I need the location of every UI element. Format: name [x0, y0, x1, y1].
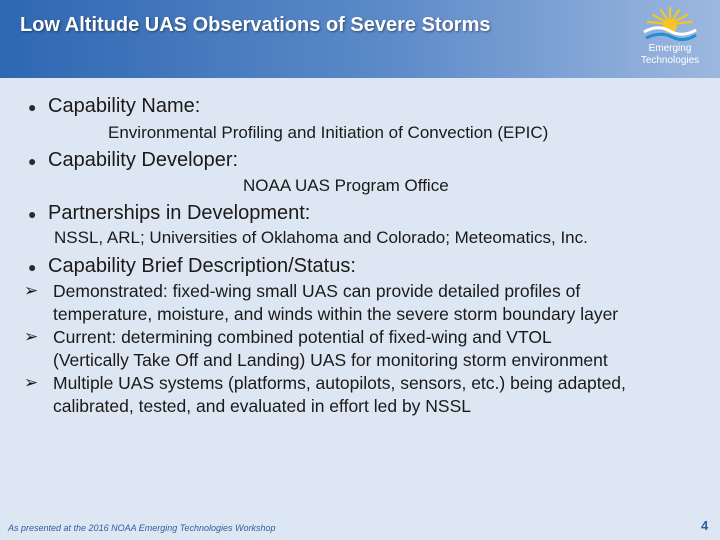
bullet-dot-icon: ● [28, 206, 37, 222]
logo-text-line-2: Technologies [640, 55, 700, 66]
bullet-multiple-systems [53, 372, 626, 418]
capability-developer-value: NOAA UAS Program Office [243, 176, 449, 195]
arrowhead-right-icon: ➢ [24, 373, 39, 392]
bullet-demonstrated [53, 280, 618, 326]
partnerships-heading: Partnerships in Development: [48, 202, 311, 224]
bullet-line: temperature, moisture, and winds within the severe storm boundary layer [53, 304, 619, 324]
capability-name-value: Environmental Profiling and Initiation of Convection (EPIC) [108, 123, 549, 142]
arrowhead-right-icon: ➢ [24, 327, 39, 346]
logo-text-line-1: Emerging [648, 43, 692, 54]
bullet-line: (Vertically Take Off and Landing) UAS for monitoring storm environment [53, 350, 608, 370]
emerging-technologies-logo [628, 4, 712, 70]
bullet-dot-icon: ● [28, 99, 37, 115]
arrowhead-right-icon: ➢ [24, 281, 39, 300]
bullet-dot-icon: ● [28, 153, 37, 169]
logo-text [628, 43, 712, 67]
bullet-line: Current: determining combined potential of fixed-wing and VTOL [53, 327, 552, 347]
bullet-line: Demonstrated: fixed-wing small UAS can provide detailed profiles of [53, 281, 581, 301]
bullet-line: calibrated, tested, and evaluated in effort led by NSSL [53, 396, 472, 416]
capability-name-heading: Capability Name: [48, 95, 201, 117]
capability-developer-heading: Capability Developer: [48, 149, 239, 171]
bullet-current [53, 326, 608, 372]
description-heading: Capability Brief Description/Status: [48, 255, 356, 277]
bullet-dot-icon: ● [28, 259, 37, 275]
partnerships-value: NSSL, ARL; Universities of Oklahoma and Colorado; Meteomatics, Inc. [54, 228, 588, 247]
sun-wave-logo-icon [640, 4, 700, 44]
page-number: 4 [701, 518, 709, 533]
footer-note: As presented at the 2016 NOAA Emerging Technologies Workshop [8, 523, 276, 533]
bullet-line: Multiple UAS systems (platforms, autopilots, sensors, etc.) being adapted, [53, 373, 626, 393]
title-bar [0, 0, 720, 78]
slide-title: Low Altitude UAS Observations of Severe Storms [20, 14, 491, 36]
